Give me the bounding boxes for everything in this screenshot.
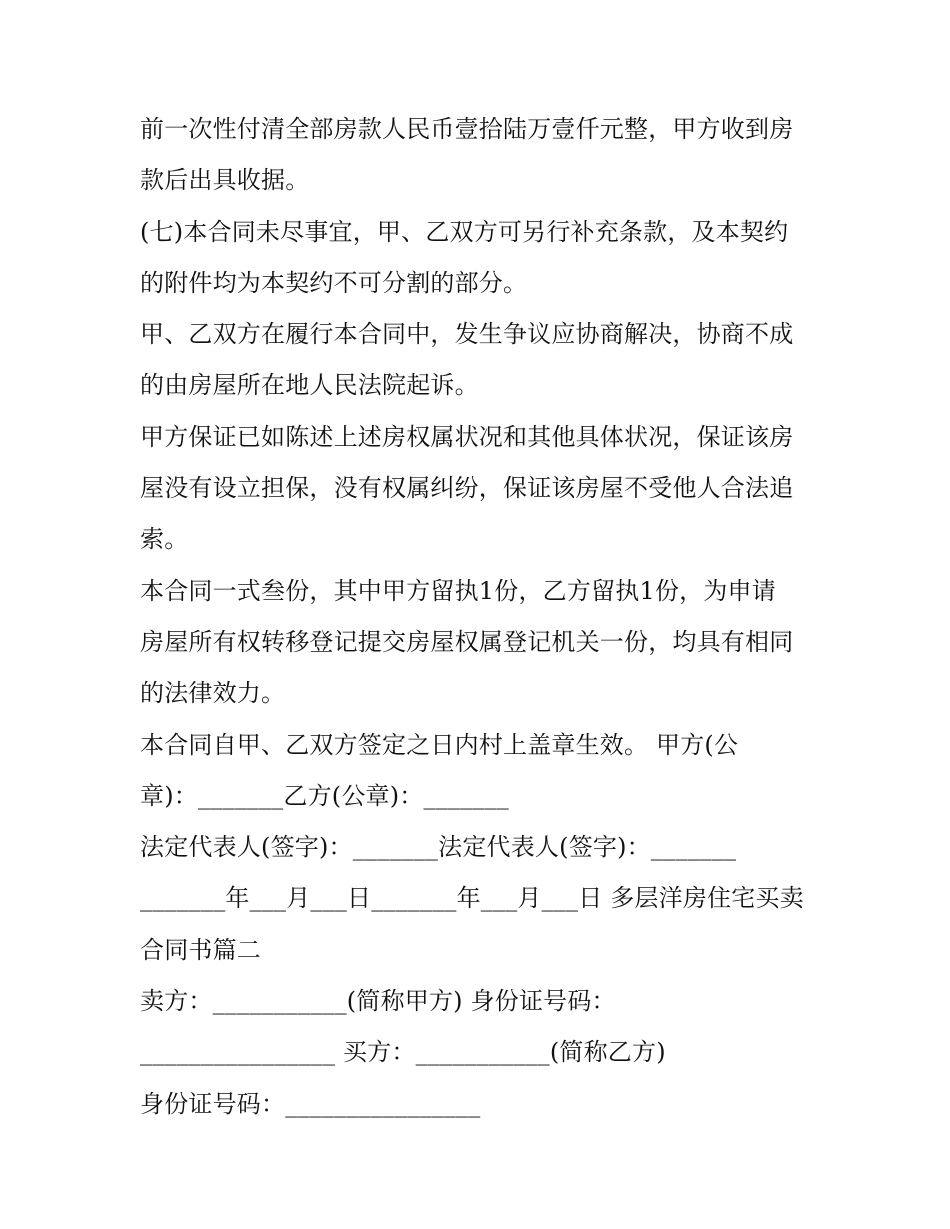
text-line: 屋没有设立担保，没有权属纠纷，保证该房屋不受他人合法追 — [140, 474, 794, 503]
text-line: 的法律效力。 — [140, 679, 286, 708]
text-line: 款后出具收据。 — [140, 166, 310, 195]
text-line: 的由房屋所在地人民法院起诉。 — [140, 371, 479, 400]
text-line: _______年___月___日_______年___月___日 多层洋房住宅买卖 — [140, 884, 804, 913]
text-line: (七)本合同未尽事宜，甲、乙双方可另行补充条款，及本契约 — [140, 217, 789, 246]
text-line: ________________ 买方：___________(简称乙方) — [140, 1038, 666, 1067]
text-line: 甲方保证已如陈述上述房权属状况和其他具体状况，保证该房 — [140, 422, 794, 451]
text-line: 法定代表人(签字)：_______法定代表人(签字)：_______ — [140, 833, 737, 862]
text-line: 的附件均为本契约不可分割的部分。 — [140, 268, 528, 297]
text-line: 本合同一式叁份，其中甲方留执1份，乙方留执1份，为申请 — [140, 576, 776, 605]
text-line: 房屋所有权转移登记提交房屋权属登记机关一份，均具有相同 — [140, 627, 794, 656]
text-line: 前一次性付清全部房款人民币壹拾陆万壹仟元整，甲方收到房 — [140, 115, 794, 143]
text-line: 章)：_______乙方(公章)：_______ — [140, 781, 509, 810]
section-title: 合同书篇二 — [140, 935, 261, 964]
text-line: 本合同自甲、乙双方签定之日内村上盖章生效。 甲方(公 — [140, 730, 739, 759]
text-line: 卖方：___________(简称甲方) 身份证号码： — [140, 987, 616, 1016]
text-line: 索。 — [140, 525, 189, 554]
text-line: 甲、乙双方在履行本合同中，发生争议应协商解决，协商不成 — [140, 320, 794, 349]
text-line: 身份证号码：________________ — [140, 1089, 481, 1118]
document-body — [140, 104, 820, 1130]
